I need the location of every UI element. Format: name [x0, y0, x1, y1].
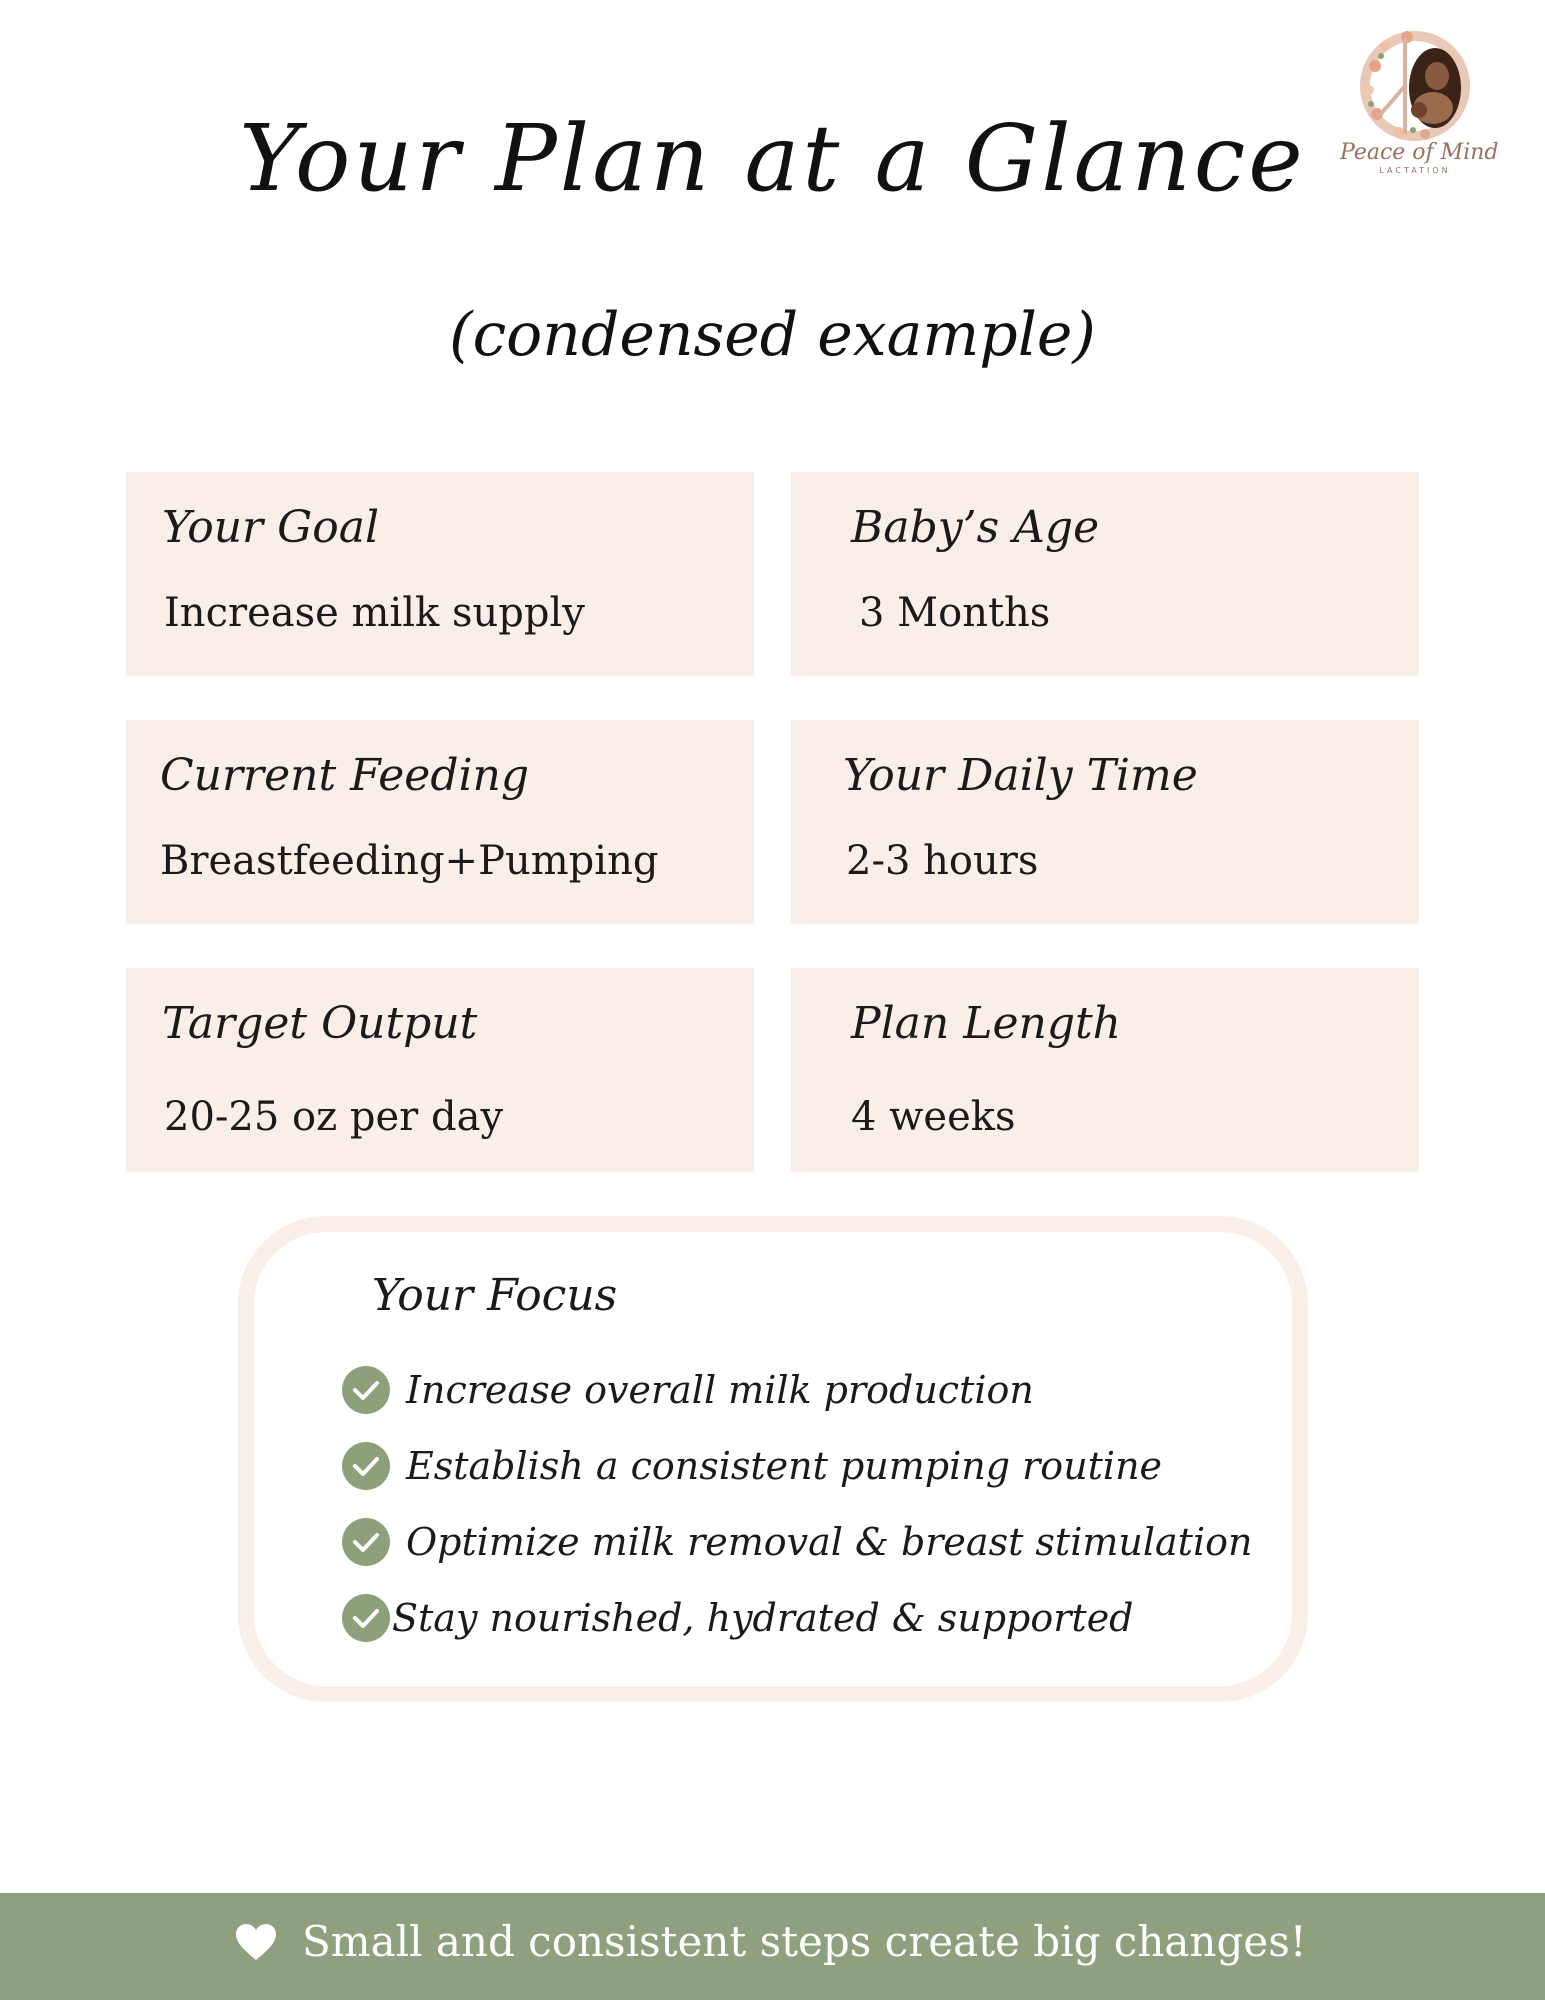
- card-value: 20-25 oz per day: [164, 1094, 504, 1140]
- card-value: 3 Months: [859, 590, 1051, 636]
- list-item: [342, 1580, 1252, 1656]
- check-circle-icon: [342, 1366, 390, 1414]
- focus-list: [342, 1352, 1252, 1656]
- list-item: [342, 1504, 1252, 1580]
- page-title: Your Plan at a Glance: [239, 105, 1306, 212]
- logo-subtitle: LACTATION: [1379, 166, 1451, 175]
- card-label: Target Output: [162, 998, 478, 1049]
- heart-icon: [234, 1922, 278, 1962]
- focus-item-text: Establish a consistent pumping routine: [406, 1444, 1163, 1488]
- card-label: Your Goal: [162, 502, 380, 553]
- focus-item-text: Optimize milk removal & breast stimulation: [406, 1520, 1253, 1564]
- check-circle-icon: [342, 1442, 390, 1490]
- check-circle-icon: [342, 1594, 390, 1642]
- check-circle-icon: [342, 1518, 390, 1566]
- list-item: [342, 1352, 1252, 1428]
- card-babys-age: [791, 472, 1419, 676]
- focus-item-text: Increase overall milk production: [406, 1368, 1034, 1412]
- footer-banner: [0, 1893, 1545, 2000]
- footer-text: Small and consistent steps create big changes!: [302, 1917, 1307, 1966]
- focus-item-text: Stay nourished, hydrated & supported: [392, 1596, 1134, 1640]
- card-value: 4 weeks: [851, 1094, 1016, 1140]
- card-label: Current Feeding: [160, 750, 530, 801]
- card-label: Plan Length: [851, 998, 1122, 1049]
- card-value: Increase milk supply: [164, 590, 585, 636]
- card-your-goal: [126, 472, 754, 676]
- footer-content: [234, 1917, 1307, 1966]
- card-daily-time: [791, 720, 1419, 924]
- card-label: Baby’s Age: [851, 502, 1100, 553]
- card-value: 2-3 hours: [846, 838, 1039, 884]
- focus-title: Your Focus: [372, 1270, 618, 1321]
- card-current-feeding: [126, 720, 754, 924]
- card-value: Breastfeeding+Pumping: [160, 838, 659, 884]
- list-item: [342, 1428, 1252, 1504]
- page-subtitle: (condensed example): [449, 300, 1096, 370]
- logo-name: Peace of Mind: [1340, 140, 1499, 165]
- card-plan-length: [791, 968, 1419, 1172]
- card-label: Your Daily Time: [843, 750, 1198, 801]
- card-target-output: [126, 968, 754, 1172]
